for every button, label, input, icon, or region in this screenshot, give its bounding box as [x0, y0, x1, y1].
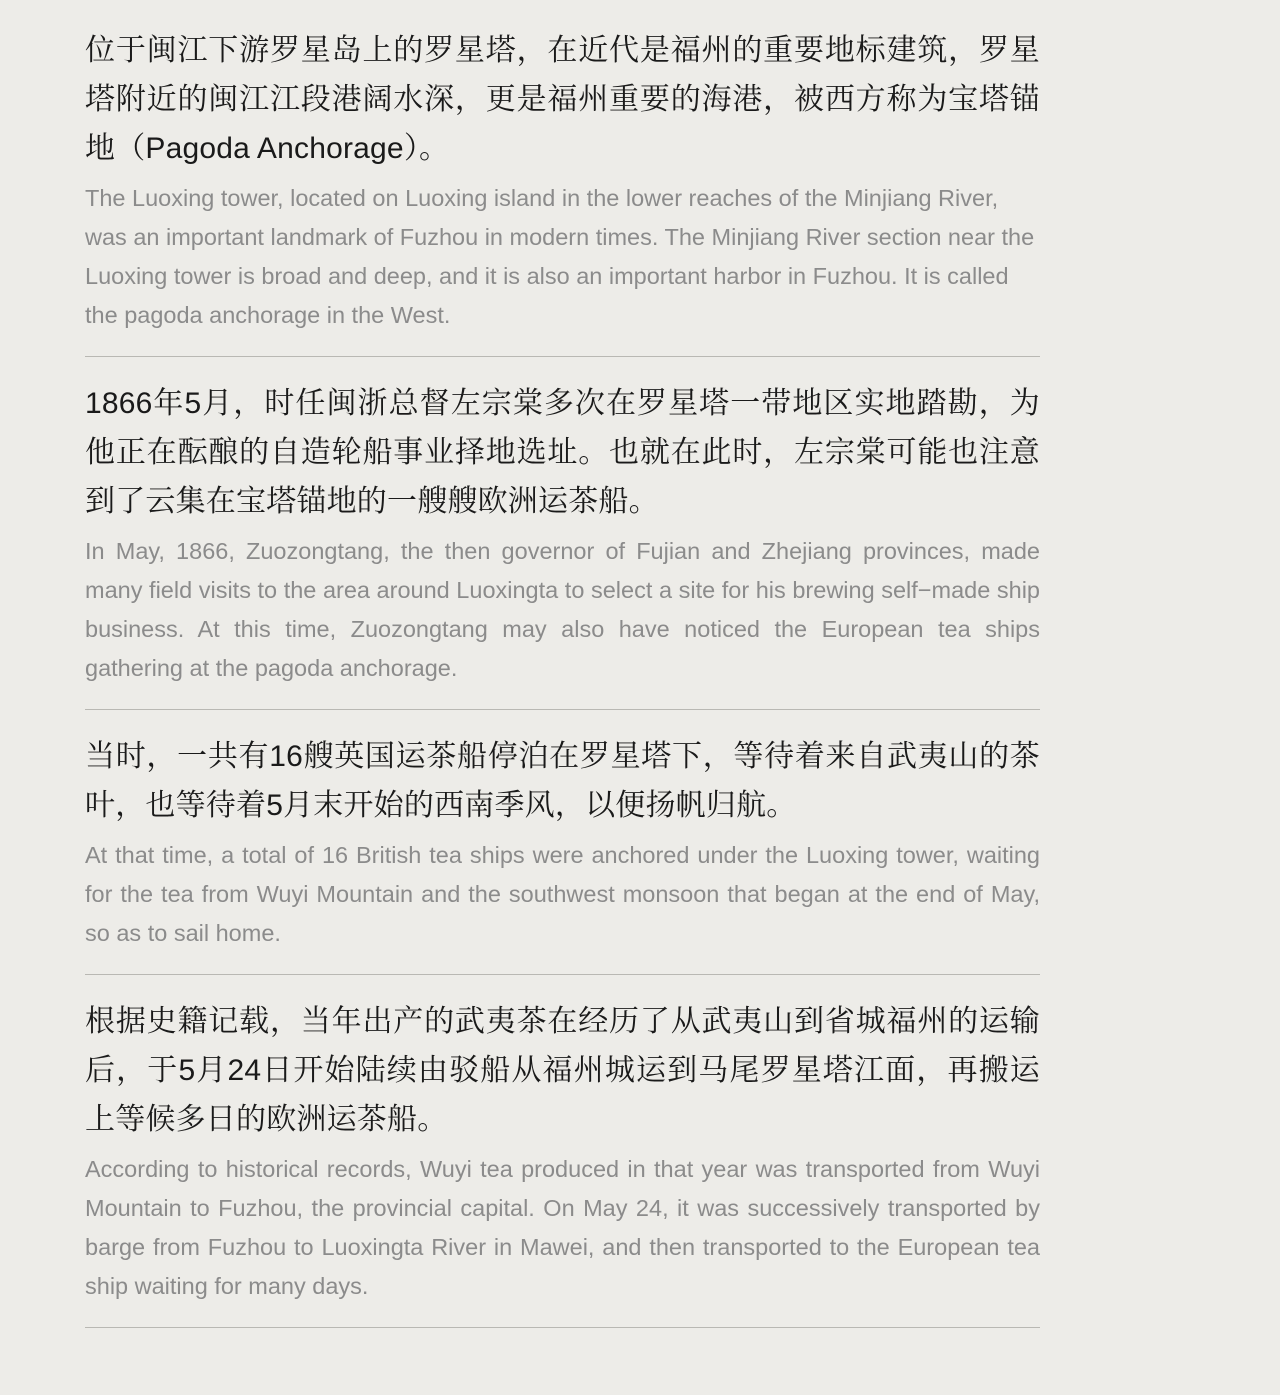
text-block [85, 732, 1040, 953]
section-divider [85, 709, 1040, 710]
paragraph-chinese: 1866年5月，时任闽浙总督左宗棠多次在罗星塔一带地区实地踏勘，为他正在酝酿的自造轮船事业择地选址。也就在此时，左宗棠可能也注意到了云集在宝塔锚地的一艘艘欧洲运茶船。 [85, 387, 1040, 518]
paragraph-chinese: 根据史籍记载，当年出产的武夷茶在经历了从武夷山到省城福州的运输后，于5月24日开始陆续由驳船从福州城运到马尾罗星塔江面，再搬运上等候多日的欧洲运茶船。 [85, 1005, 1040, 1136]
section-divider [85, 1327, 1040, 1328]
section-divider [85, 356, 1040, 357]
paragraph-english: In May, 1866, Zuozongtang, the then governor of Fujian and Zhejiang provinces, made many field visits to the area around Luoxingta to select a site for his brewing self−made ship business. At this time, Zuozongtang may also have noticed the European tea ships gathering at the pagoda anchorage. [85, 538, 1040, 681]
section-divider [85, 974, 1040, 975]
text-block [85, 26, 1040, 335]
text-block [85, 379, 1040, 688]
paragraph-chinese: 当时，一共有16艘英国运茶船停泊在罗星塔下，等待着来自武夷山的茶叶，也等待着5月末开始的西南季风，以便扬帆归航。 [85, 740, 1040, 822]
paragraph-english: The Luoxing tower, located on Luoxing island in the lower reaches of the Minjiang River, was an important landmark of Fuzhou in modern times. The Minjiang River section near the Luoxing tower is broad and deep, and it is also an important harbor in Fuzhou. It is called the pagoda anchorage in the West. [85, 185, 1035, 328]
paragraph-chinese: 位于闽江下游罗星岛上的罗星塔，在近代是福州的重要地标建筑，罗星塔附近的闽江江段港阔水深，更是福州重要的海港，被西方称为宝塔锚地（Pagoda Anchorage）。 [85, 34, 1040, 165]
paragraph-english: According to historical records, Wuyi tea produced in that year was transported from Wuyi Mountain to Fuzhou, the provincial capital. On May 24, it was successively transported by barge from Fuzhou to Luoxingta River in Mawei, and then transported to the European tea ship waiting for many days. [85, 1156, 1040, 1299]
paragraph-english: At that time, a total of 16 British tea ships were anchored under the Luoxing tower, waiting for the tea from Wuyi Mountain and the southwest monsoon that began at the end of May, so as to sail home. [85, 842, 1040, 946]
text-block [85, 997, 1040, 1306]
